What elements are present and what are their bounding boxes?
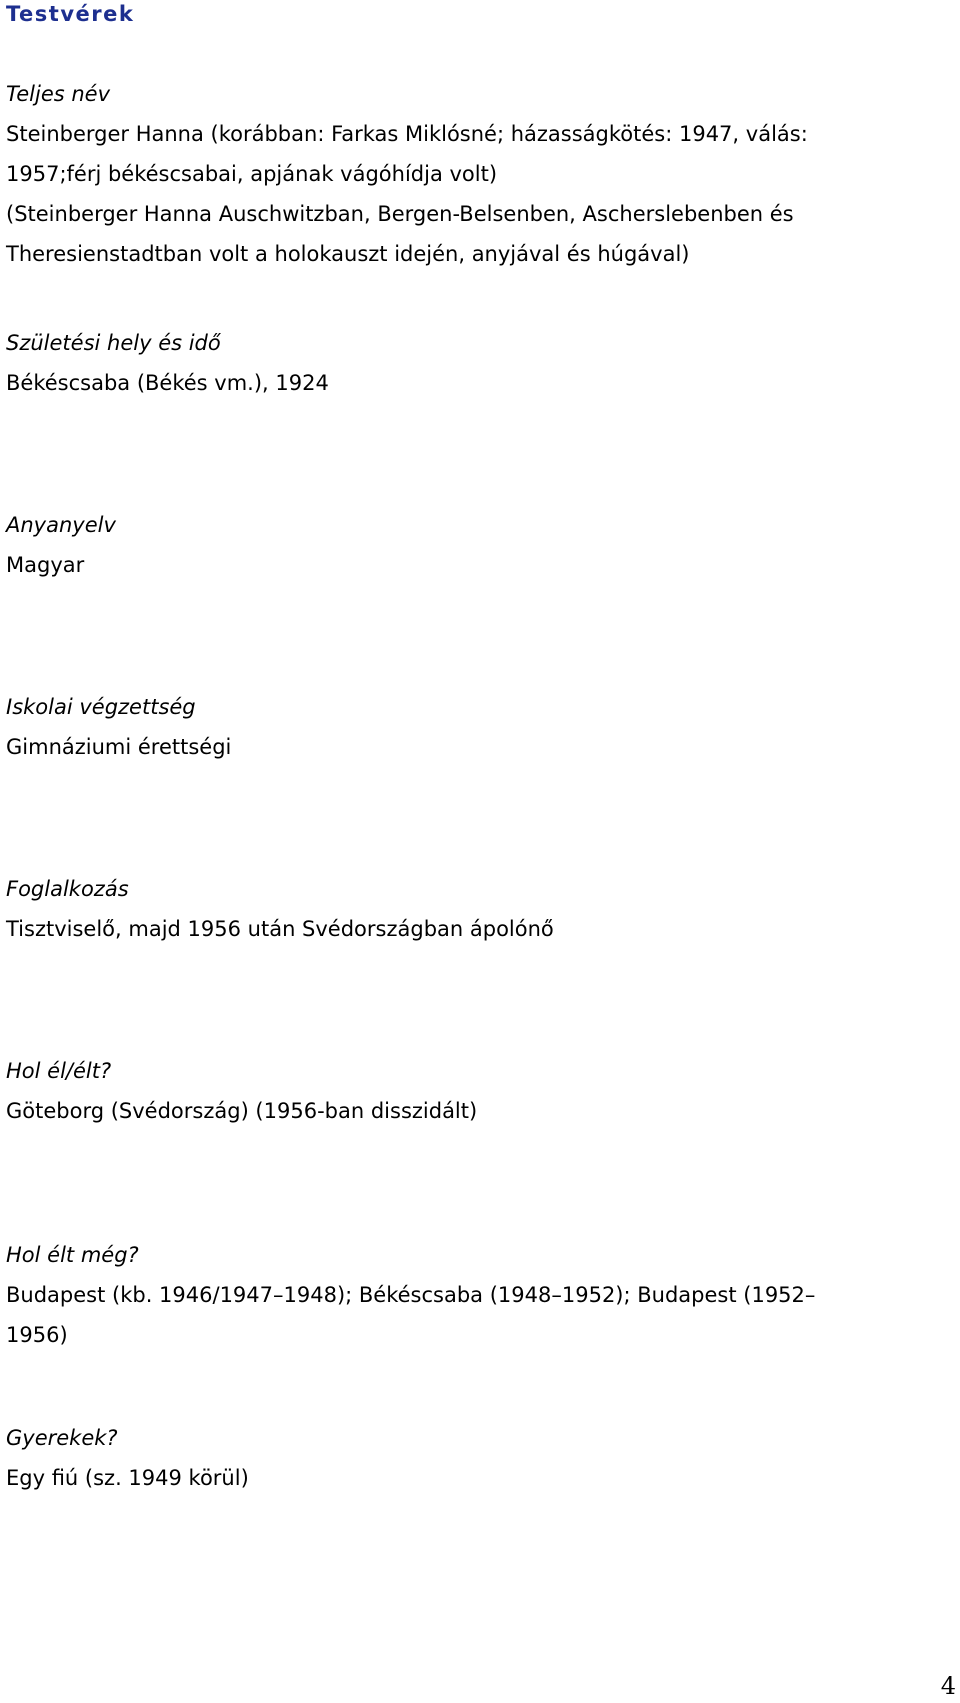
field-value-line: Békéscsaba (Békés vm.), 1924 [6,371,329,395]
field-other-residences [6,1235,946,1355]
field-value-line: Gimnáziumi érettségi [6,735,232,759]
field-occupation [6,869,946,949]
field-value-line: Göteborg (Svédország) (1956-ban disszidált) [6,1099,478,1123]
field-value-line: Budapest (kb. 1946/1947–1948); Békéscsaba (1948–1952); Budapest (1952– [6,1283,816,1307]
field-children [6,1418,946,1498]
field-full-name [6,74,946,274]
field-value-line: Tisztviselő, majd 1956 után Svédországban ápolónő [6,917,554,941]
field-value-line: Theresienstadtban volt a holokauszt idején, anyjával és húgával) [6,242,690,266]
field-value-line: Steinberger Hanna (korábban: Farkas Miklósné; házasságkötés: 1947, válás: [6,122,808,146]
field-value-line: Magyar [6,553,85,577]
field-label: Anyanyelv [6,513,116,537]
field-label: Születési hely és idő [6,331,221,355]
field-mother-tongue [6,505,946,585]
page-number: 4 [940,1672,956,1700]
field-label: Foglalkozás [6,877,129,901]
field-birth-place-date [6,323,946,403]
field-label: Iskolai végzettség [6,695,196,719]
field-value-line: (Steinberger Hanna Auschwitzban, Bergen-Belsenben, Ascherslebenben és [6,202,794,226]
field-label: Teljes név [6,82,111,106]
field-label: Hol élt még? [6,1243,139,1267]
section-heading: Testvérek [6,2,135,26]
field-value-line: 1957;férj békéscsabai, apjának vágóhídja volt) [6,162,498,186]
field-label: Gyerekek? [6,1426,118,1450]
field-value-line: 1956) [6,1323,68,1347]
field-residence [6,1051,946,1131]
field-education [6,687,946,767]
field-label: Hol él/élt? [6,1059,112,1083]
field-value-line: Egy fiú (sz. 1949 körül) [6,1466,249,1490]
